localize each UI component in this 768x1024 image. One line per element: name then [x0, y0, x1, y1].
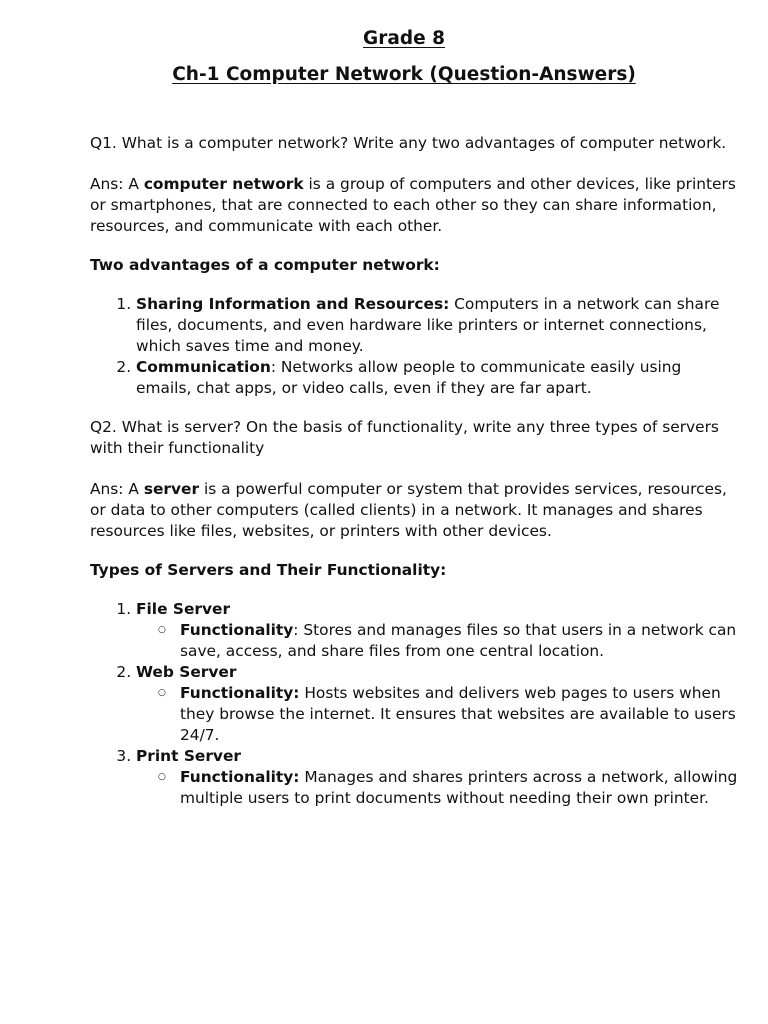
q2-answer-text: is a powerful computer or system that provides services, resources, or data to other computers (called clients) in a network. It manages and shares resources like files, websites, or printers with other devices.	[90, 480, 727, 540]
server-name: Print Server	[136, 747, 241, 765]
server-functionality-list	[136, 767, 738, 809]
advantage-title: Communication	[136, 358, 271, 376]
chapter-title: Ch-1 Computer Network (Question-Answers)	[172, 64, 636, 85]
q2-question: Q2. What is server? On the basis of functionality, write any three types of servers with their functionality	[90, 418, 719, 457]
server-name: Web Server	[136, 663, 237, 681]
server-functionality	[180, 767, 738, 809]
server-functionality-list	[136, 683, 738, 746]
functionality-label: Functionality:	[180, 768, 300, 786]
server-type-item	[136, 746, 738, 809]
advantages-list	[90, 294, 738, 399]
functionality-text: Manages and shares printers across a network, allowing multiple users to print documents without needing their own printer.	[180, 768, 738, 807]
document-body	[90, 133, 738, 809]
advantage-title: Sharing Information and Resources:	[136, 295, 450, 313]
server-types-heading-text: Types of Servers and Their Functionality:	[90, 561, 447, 579]
grade-heading: Grade 8	[363, 28, 445, 49]
advantage-text: Computers in a network can share files, documents, and even hardware like printers or internet connections, which saves time and money.	[136, 295, 720, 355]
q2-answer-prefix: Ans: A	[90, 480, 144, 498]
server-types-heading	[90, 560, 738, 581]
server-name: File Server	[136, 600, 231, 618]
q2-answer-term: server	[143, 480, 200, 498]
server-functionality	[180, 620, 738, 662]
functionality-label: Functionality:	[180, 684, 300, 702]
server-functionality-list	[136, 620, 738, 662]
q1-answer-text: is a group of computers and other devices, like printers or smartphones, that are connected to each other so they can share information, resources, and communicate with each other.	[90, 175, 736, 235]
functionality-label: Functionality	[180, 621, 294, 639]
q1-answer-prefix: Ans: A	[90, 175, 144, 193]
q1-answer-term: computer network	[143, 175, 304, 193]
functionality-text: Hosts websites and delivers web pages to users when they browse the internet. It ensures that websites are available to users 24/7.	[180, 684, 736, 744]
advantages-heading	[90, 255, 738, 276]
server-types-list	[90, 599, 738, 809]
q2-answer	[90, 479, 738, 542]
server-functionality	[180, 683, 738, 746]
advantage-text: : Networks allow people to communicate easily using emails, chat apps, or video calls, even if they are far apart.	[136, 358, 682, 397]
advantage-item	[136, 294, 738, 357]
advantage-item	[136, 357, 738, 399]
server-type-item	[136, 599, 738, 662]
advantages-heading-text: Two advantages of a computer network:	[90, 256, 440, 274]
server-type-item	[136, 662, 738, 746]
functionality-text: : Stores and manages files so that users in a network can save, access, and share files from one central location.	[180, 621, 737, 660]
q1-question: Q1. What is a computer network? Write any two advantages of computer network.	[90, 134, 727, 152]
q1-answer	[90, 174, 738, 237]
